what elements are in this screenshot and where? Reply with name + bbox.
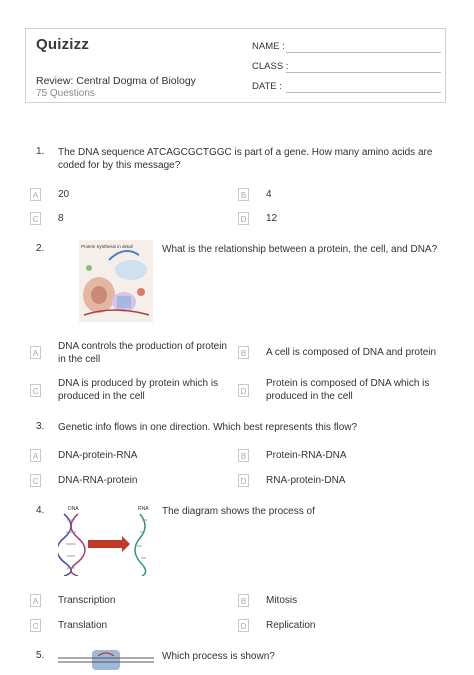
- question-number: 3.: [36, 421, 45, 432]
- worksheet-title: Review: Central Dogma of Biology: [36, 75, 196, 87]
- name-field[interactable]: [252, 41, 285, 52]
- option-badge: B: [238, 188, 249, 201]
- question-text: The DNA sequence ATCAGCGCTGGC is part of a gene. How many amino acids are coded for by this message?: [58, 147, 433, 171]
- date-field[interactable]: [252, 81, 282, 92]
- option-badge: D: [238, 384, 249, 397]
- option-badge: C: [30, 474, 41, 487]
- option-badge: A: [30, 594, 41, 607]
- option-text[interactable]: Translation: [58, 620, 108, 631]
- image-caption: Protein Synthesis in detail: [81, 244, 133, 249]
- option-text[interactable]: Replication: [266, 620, 316, 631]
- option-badge: C: [30, 212, 41, 225]
- option-badge: B: [238, 594, 249, 607]
- question-text: What is the relationship between a protein, the cell, and DNA?: [162, 244, 438, 255]
- option-text[interactable]: 8: [58, 213, 64, 224]
- option-badge: D: [238, 212, 249, 225]
- name-label: NAME :: [252, 41, 285, 52]
- dna-label: DNA: [68, 506, 79, 512]
- option-text[interactable]: DNA controls the production of protein in the cell: [58, 341, 227, 365]
- question-number: 5.: [36, 650, 45, 661]
- option-text[interactable]: Transcription: [58, 595, 116, 606]
- question-number: 2.: [36, 243, 45, 254]
- option-text[interactable]: DNA is produced by protein which is produced in the cell: [58, 378, 219, 402]
- worksheet-header: [25, 28, 446, 103]
- option-badge: D: [238, 474, 249, 487]
- option-text[interactable]: Protein is composed of DNA which is produced in the cell: [266, 378, 430, 402]
- transcription-diagram: [58, 502, 158, 576]
- question-text: Genetic info flows in one direction. Which best represents this flow?: [58, 422, 358, 433]
- option-text[interactable]: A cell is composed of DNA and protein: [266, 347, 437, 358]
- option-text[interactable]: 12: [266, 213, 278, 224]
- date-label: DATE :: [252, 81, 282, 92]
- process-image: [58, 648, 154, 670]
- protein-synthesis-image: [79, 240, 153, 322]
- option-badge: A: [30, 188, 41, 201]
- option-badge: C: [30, 384, 41, 397]
- option-badge: C: [30, 619, 41, 632]
- question-number: 4.: [36, 505, 45, 516]
- option-text[interactable]: DNA-protein-RNA: [58, 450, 138, 461]
- option-badge: D: [238, 619, 249, 632]
- rna-label: RNA: [138, 506, 149, 512]
- option-badge: B: [238, 449, 249, 462]
- option-badge: A: [30, 346, 41, 359]
- question-text: Which process is shown?: [162, 651, 275, 662]
- option-badge: A: [30, 449, 41, 462]
- option-badge: B: [238, 346, 249, 359]
- option-text[interactable]: DNA-RNA-protein: [58, 475, 138, 486]
- option-text[interactable]: Protein-RNA-DNA: [266, 450, 347, 461]
- option-text[interactable]: Mitosis: [266, 595, 298, 606]
- quizizz-logo: Quizizz: [36, 36, 90, 53]
- option-text[interactable]: 20: [58, 189, 70, 200]
- question-number: 1.: [36, 146, 45, 157]
- class-label: CLASS :: [252, 61, 289, 72]
- option-text[interactable]: 4: [266, 189, 272, 200]
- class-field[interactable]: [252, 61, 288, 72]
- question-count: 75 Questions: [36, 88, 95, 99]
- question-text: The diagram shows the process of: [162, 506, 315, 517]
- option-text[interactable]: RNA-protein-DNA: [266, 475, 346, 486]
